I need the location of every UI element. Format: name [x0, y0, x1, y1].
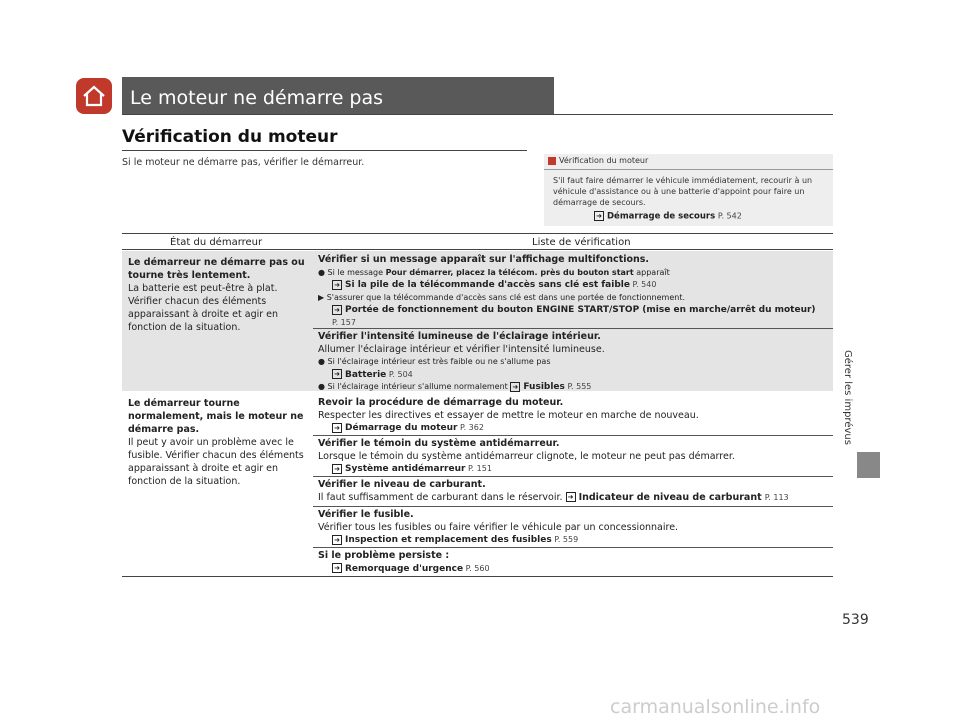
table-bottom-rule — [122, 576, 833, 577]
home-button[interactable] — [76, 78, 112, 114]
arrow-icon: ➜ — [510, 382, 520, 392]
chapter-tab-marker — [857, 452, 880, 478]
arrow-icon: ➜ — [332, 280, 342, 290]
cross-reference-link[interactable]: ➜ Indicateur de niveau de carburant P. 113 — [566, 492, 789, 503]
sidenote-link[interactable]: ➜ Démarrage de secours P. 542 — [594, 211, 742, 222]
cross-reference-link[interactable]: ➜ Batterie P. 504 — [318, 369, 830, 382]
table-row-state: Le démarreur ne démarre pas ou tourne très lentement. La batterie est peut-être à plat. Vérifier chacun des éléments apparaissant à droite et agir en fonction de la situation. — [128, 257, 305, 333]
cross-reference-link[interactable]: ➜ Remorquage d'urgence P. 560 — [318, 563, 830, 576]
row-divider — [313, 328, 833, 329]
cross-reference-link[interactable]: ➜ Si la pile de la télécommande d'accès sans clé est faible P. 540 — [318, 279, 830, 292]
chapter-tab-label[interactable]: Gérer les imprévus — [842, 350, 853, 445]
row-divider — [313, 506, 833, 507]
check-item: Vérifier l'intensité lumineuse de l'éclairage intérieur. Allumer l'éclairage intérieur et vérifier l'intensité lumineuse. ● Si l'éclairage intérieur est très faible ou ne s'allume pas ➜ Batterie P. 504 ● Si l'éclairage intérieur s'allume normalement ➜ Fusibles P. 555 — [318, 331, 830, 394]
check-item: Si le problème persiste : ➜ Remorquage d'urgence P. 560 — [318, 550, 830, 575]
section-title-bar — [122, 77, 554, 114]
cross-reference-link[interactable]: ➜ Système antidémarreur P. 151 — [318, 463, 830, 476]
table-row-state: Le démarreur tourne normalement, mais le moteur ne démarre pas. Il peut y avoir un problème avec le fusible. Vérifier chacun des éléments apparaissant à droite et agir en fonction de la situation. — [128, 398, 304, 487]
cross-reference-link[interactable]: ➜ Inspection et remplacement des fusibles P. 559 — [318, 534, 830, 547]
arrow-icon: ➜ — [332, 369, 342, 379]
arrow-icon: ➜ — [332, 305, 342, 315]
row-divider — [313, 547, 833, 548]
sidenote-header — [544, 154, 833, 170]
arrow-icon: ➜ — [594, 211, 604, 221]
column-header-checklist: Liste de vérification — [532, 237, 631, 248]
check-item: Vérifier le fusible. Vérifier tous les fusibles ou faire vérifier le véhicule par un concessionnaire. ➜ Inspection et remplacement des fusibles P. 559 — [318, 509, 830, 547]
home-icon — [80, 82, 108, 110]
cross-reference-link[interactable]: ➜ Portée de fonctionnement du bouton ENGINE START/STOP (mise en marche/arrêt du moteur) — [318, 304, 830, 317]
check-item: Vérifier le témoin du système antidémarreur. Lorsque le témoin du système antidémarreur clignote, le moteur ne peut pas démarrer. ➜ Système antidémarreur P. 151 — [318, 438, 830, 476]
table-rule — [122, 233, 833, 234]
note-icon — [548, 157, 556, 165]
divider — [122, 150, 527, 151]
page-title: Le moteur ne démarre pas — [130, 87, 384, 109]
page-number: 539 — [842, 612, 869, 628]
sidenote-title: Vérification du moteur — [559, 156, 649, 165]
check-item: Vérifier si un message apparaît sur l'affichage multifonctions. ● Si le message Pour démarrer, placez la télécom. près du bouton start apparaît ➜ Si la pile de la télécommande d'accès sans clé est faible P. 540 ▶ S'assurer que la télécommande d'accès sans clé est dans une portée de fonctionnement. ➜ Portée de fonctionnement du bouton ENGINE START/STOP (mise en marche/arrêt du moteur) P. 157 — [318, 254, 830, 329]
sidenote-box — [544, 154, 833, 226]
watermark: carmanualsonline.info — [610, 696, 821, 718]
arrow-icon: ➜ — [332, 423, 342, 433]
sidenote-text: S'il faut faire démarrer le véhicule immédiatement, recourir à un véhicule d'assistance ou à une batterie d'appoint pour faire un démarrage de secours. — [553, 176, 813, 207]
arrow-icon: ➜ — [332, 535, 342, 545]
check-item: Vérifier le niveau de carburant. Il faut suffisamment de carburant dans le réservoir. ➜ Indicateur de niveau de carburant P. 113 — [318, 479, 789, 503]
cross-reference-link[interactable]: ➜ Démarrage du moteur P. 362 — [318, 422, 830, 435]
divider — [122, 114, 833, 115]
arrow-icon: ➜ — [566, 492, 576, 502]
row-divider — [313, 476, 833, 477]
section-heading: Vérification du moteur — [122, 127, 338, 147]
column-header-state: État du démarreur — [170, 237, 263, 248]
arrow-icon: ➜ — [332, 464, 342, 474]
cross-reference-link[interactable]: ➜ Fusibles P. 555 — [510, 382, 591, 391]
check-item: Revoir la procédure de démarrage du moteur. Respecter les directives et essayer de mettre le moteur en marche de nouveau. ➜ Démarrage du moteur P. 362 — [318, 397, 830, 435]
table-rule — [122, 249, 833, 250]
intro-text: Si le moteur ne démarre pas, vérifier le démarreur. — [122, 157, 365, 168]
arrow-icon: ➜ — [332, 563, 342, 573]
row-divider — [313, 435, 833, 436]
